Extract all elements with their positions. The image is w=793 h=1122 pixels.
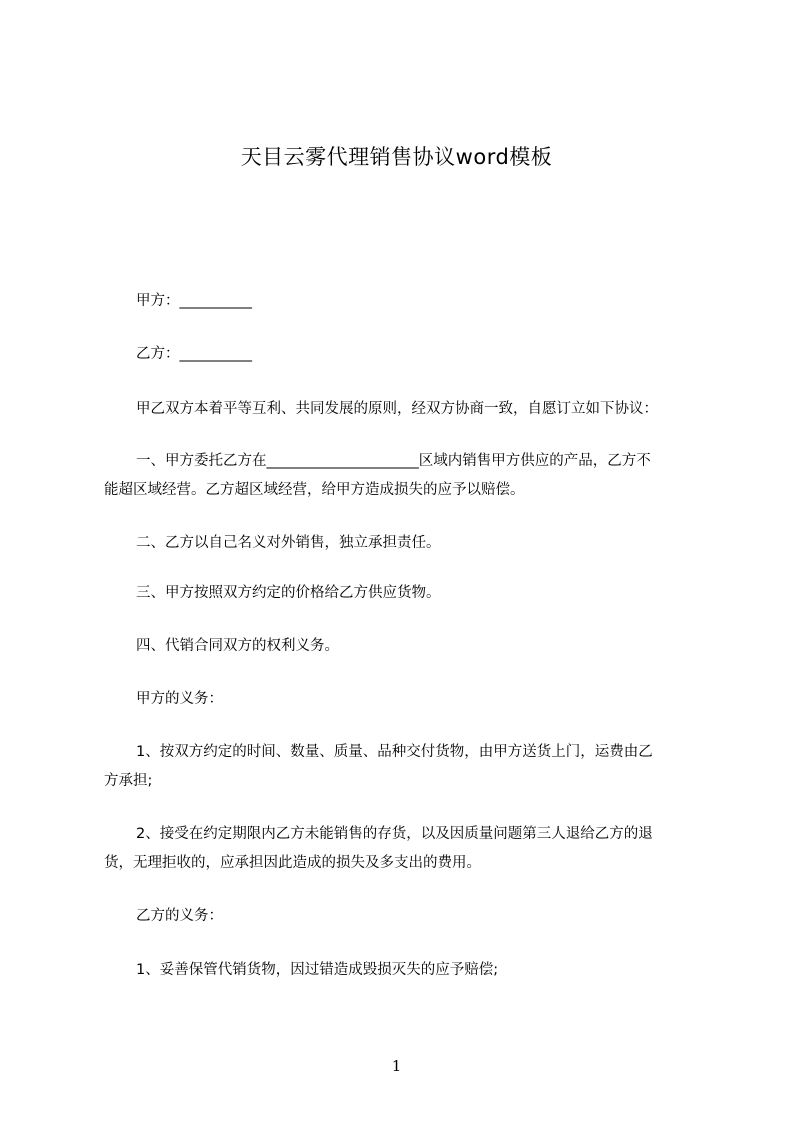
clause-1-line-2: 能超区域经营。乙方超区域经营，给甲方造成损失的应予以赔偿。 — [104, 482, 525, 498]
document-title: 天目云雾代理销售协议word模板 — [240, 145, 553, 169]
clause-3-paragraph: 三、甲方按照双方约定的价格给乙方供应货物。 — [136, 585, 441, 601]
party-b-line: 乙方：__________ — [136, 346, 252, 362]
clause-1-line-1: 一、甲方委托乙方在_____________________区域内销售甲方供应的产品，乙方不 — [136, 453, 651, 469]
clause-2-paragraph: 二、乙方以自己名义对外销售，独立承担责任。 — [136, 535, 441, 551]
party-a-duty-1-line-1: 1、按双方约定的时间、数量、质量、品种交付货物，由甲方送货上门，运费由乙 — [136, 744, 653, 760]
party-b-duty-1-paragraph: 1、妥善保管代销货物，因过错造成毁损灭失的应予赔偿; — [136, 962, 499, 978]
party-b-duties-heading: 乙方的义务： — [136, 908, 223, 924]
clause-4-paragraph: 四、代销合同双方的权利义务。 — [136, 638, 339, 654]
party-a-duties-heading: 甲方的义务： — [136, 691, 223, 707]
page-number: 1 — [391, 1057, 402, 1075]
party-a-duty-1-line-2: 方承担; — [104, 773, 153, 789]
party-a-line: 甲方：__________ — [136, 293, 252, 309]
party-a-duty-2-line-2: 货，无理拒收的，应承担因此造成的损失及多支出的费用。 — [104, 855, 481, 871]
preamble-paragraph: 甲乙双方本着平等互利、共同发展的原则，经双方协商一致，自愿订立如下协议： — [136, 401, 658, 417]
party-a-duty-2-line-1: 2、接受在约定期限内乙方未能销售的存货，以及因质量问题第三人退给乙方的退 — [136, 826, 653, 842]
